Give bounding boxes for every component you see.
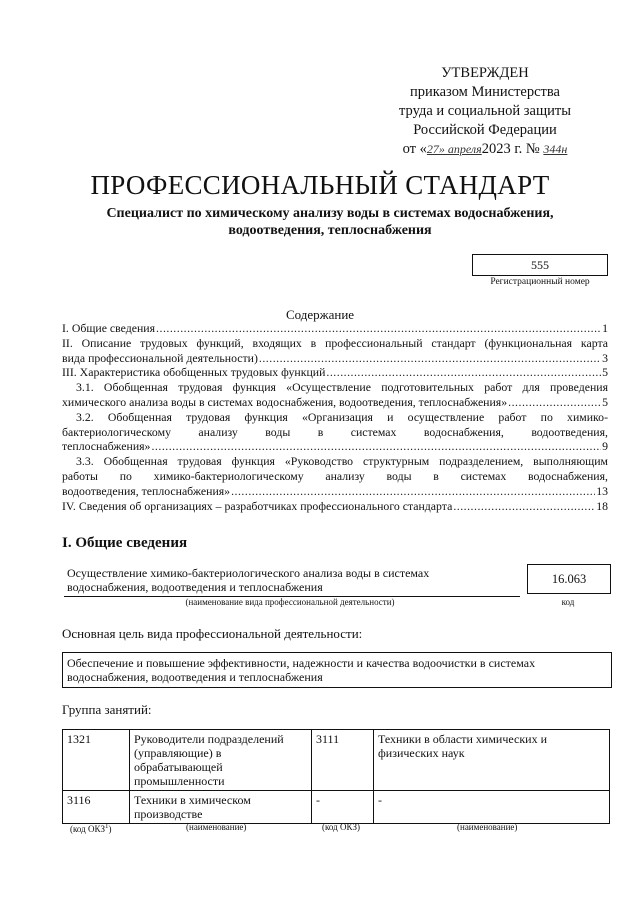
registration-number-box: 555 <box>472 254 608 276</box>
document-subtitle <box>60 205 600 239</box>
toc-item-text: I. Общие сведения <box>62 321 156 335</box>
toc-page: 3 <box>602 350 608 365</box>
table-row <box>63 791 610 824</box>
approval-line: Российской Федерации <box>413 122 557 138</box>
toc-item[interactable] <box>62 365 608 380</box>
activity-code-box: 16.063 <box>527 564 611 594</box>
goal-text: водоснабжения, водоотведения и теплоснабжения <box>67 670 323 684</box>
handwritten-date: 27» апреля <box>426 142 482 156</box>
toc-item-text: бактериологическому анализу воды в системах водоснабжения, водоотведения, <box>62 424 608 439</box>
goal-text: Обеспечение и повышение эффективности, надежности и качества водоочистки в системах <box>67 656 536 670</box>
toc-item-text: водоотведения, теплоснабжения» <box>62 483 231 498</box>
okz-code-cell: 3111 <box>312 730 374 791</box>
toc-leader <box>259 351 601 366</box>
okz-code-caption: (код ОКЗ) <box>322 822 360 832</box>
toc-page: 5 <box>602 365 608 380</box>
occupation-name-cell: Техники в области химических и физических наук <box>374 730 610 791</box>
occupation-name-cell: - <box>374 791 610 824</box>
approval-line: труда и социальной защиты <box>399 103 571 119</box>
toc-page: 9 <box>602 439 608 454</box>
toc-page: 1 <box>602 321 608 335</box>
caption-text: (код ОКЗ <box>70 824 105 834</box>
activity-caption: (наименование вида профессиональной деятельности) <box>185 597 395 607</box>
toc-item[interactable] <box>62 499 608 514</box>
toc-item-text: вида профессиональной деятельности) <box>62 350 258 365</box>
caption-text: ) <box>108 824 112 834</box>
subtitle-line: Специалист по химическому анализу воды в системах водоснабжения, <box>106 206 554 221</box>
toc-heading: Содержание <box>285 307 355 322</box>
occupation-name-cell: Руководители подразделений (управляющие) в обрабатывающей промышленности <box>130 730 312 791</box>
document-title: ПРОФЕССИОНАЛЬНЫЙ СТАНДАРТ <box>90 170 550 200</box>
toc-leader <box>326 365 601 380</box>
section-title: I. Общие сведения <box>62 535 188 551</box>
toc-item-text: химического анализа воды в системах водоснабжения, водоотведения, теплоснабжения» <box>62 394 508 409</box>
group-label: Группа занятий: <box>62 702 152 717</box>
okz-code-caption <box>70 822 112 834</box>
toc-item-text: IV. Сведения об организациях – разработчиках профессионального стандарта <box>62 498 453 513</box>
toc-leader <box>453 499 595 514</box>
toc-page: 18 <box>596 498 608 513</box>
toc-page: 13 <box>596 483 608 498</box>
activity-name-field <box>64 564 520 597</box>
approval-date <box>370 140 600 159</box>
okz-code-cell: 3116 <box>63 791 130 824</box>
toc-item[interactable] <box>62 321 608 336</box>
toc-item-text: теплоснабжения» <box>62 439 151 454</box>
okz-code-cell: - <box>312 791 374 824</box>
toc-item-text: III. Характеристика обобщенных трудовых функций <box>62 365 326 380</box>
date-year: 2023 г. № <box>481 141 540 157</box>
toc-leader <box>151 439 601 454</box>
table-row <box>63 730 610 791</box>
toc-item-text: 3.1. Обобщенная трудовая функция «Осуществление подготовительных работ для проведения <box>76 380 608 395</box>
subtitle-line: водоотведения, теплоснабжения <box>228 223 432 238</box>
name-caption: (наименование) <box>186 822 247 832</box>
approval-block <box>370 64 600 159</box>
toc-item[interactable] <box>62 336 608 366</box>
toc-item-text: 3.3. Обобщенная трудовая функция «Руководство структурным подразделением, выполняющим <box>76 454 608 469</box>
toc-leader <box>508 395 601 410</box>
handwritten-number: 344н <box>543 142 568 156</box>
occupation-groups-table <box>62 729 610 824</box>
okz-code-cell: 1321 <box>63 730 130 791</box>
approval-line: приказом Министерства <box>410 84 560 100</box>
approval-title: УТВЕРЖДЕН <box>441 65 529 81</box>
goal-box <box>62 652 612 688</box>
activity-text: водоснабжения, водоотведения и теплоснабжения <box>67 580 323 594</box>
goal-label: Основная цель вида профессиональной деятельности: <box>62 626 363 641</box>
registration-number-label: Регистрационный номер <box>490 277 590 287</box>
occupation-name-cell: Техники в химическом производстве <box>130 791 312 824</box>
toc-item[interactable] <box>62 380 608 410</box>
toc-leader <box>231 484 595 499</box>
toc-page: 5 <box>602 394 608 409</box>
code-caption: код <box>561 597 575 607</box>
toc-item-text: II. Описание трудовых функций, входящих в профессиональный стандарт (функциональная карта <box>62 335 608 350</box>
footnote-mark[interactable]: 1 <box>105 822 109 830</box>
name-caption: (наименование) <box>457 822 518 832</box>
toc-item-text: 3.2. Обобщенная трудовая функция «Организация и осуществление работ по химико- <box>76 409 608 424</box>
toc-leader <box>156 321 601 336</box>
toc-item-text: работы по химико-бактериологическому анализу воды в системах водоснабжения, <box>62 468 608 483</box>
activity-text: Осуществление химико-бактериологического анализа воды в системах <box>67 566 430 580</box>
toc-item[interactable] <box>62 410 608 454</box>
table-of-contents <box>62 321 608 513</box>
toc-item[interactable] <box>62 454 608 498</box>
date-prefix: от « <box>402 141 427 157</box>
